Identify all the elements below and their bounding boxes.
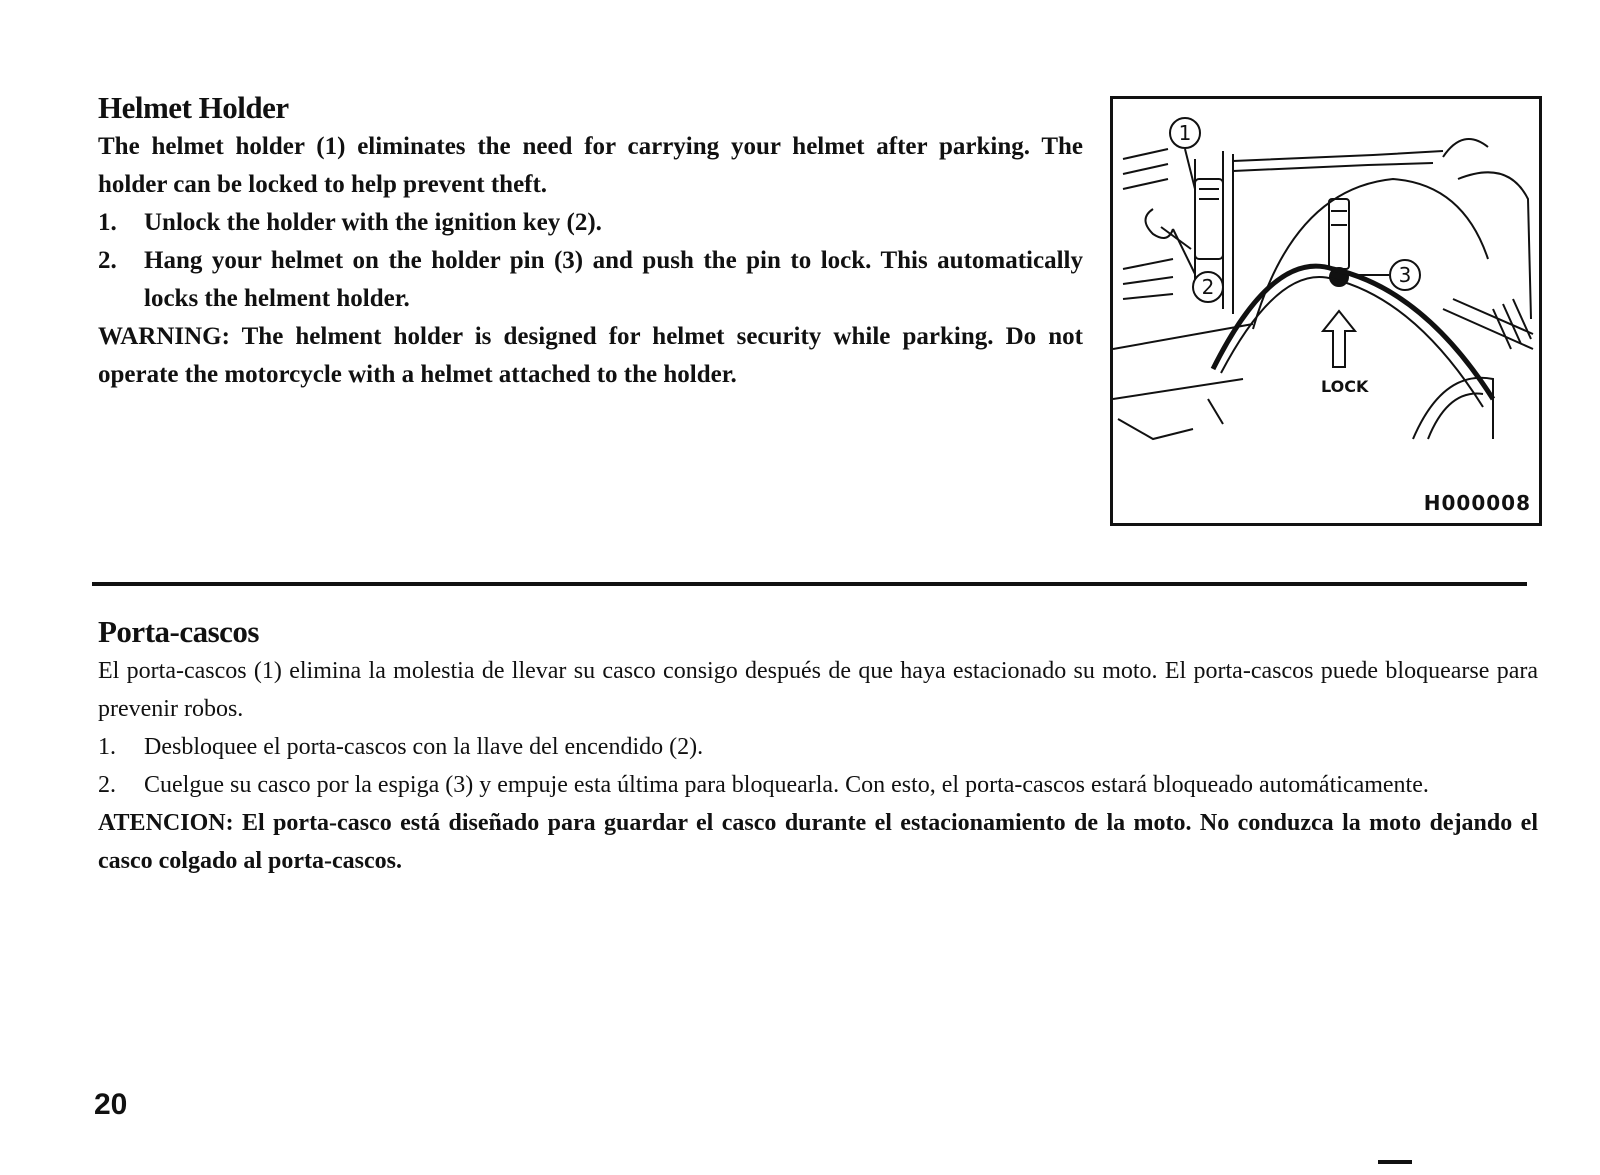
step-number: 1. [98, 209, 117, 236]
step-text: Cuelgue su casco por la espiga (3) y empuje esta última para bloquearla. Con esto, el porta-cascos estará bloqueado automáticamente. [144, 772, 1429, 798]
english-section [98, 88, 1083, 394]
step-text: Desbloquee el porta-cascos con la llave del encendido (2). [144, 734, 704, 760]
step-item [98, 766, 1538, 804]
corner-mark [1378, 1160, 1412, 1164]
step-number: 1. [98, 734, 116, 760]
callout-2 [1173, 229, 1223, 302]
callout-3 [1349, 260, 1420, 290]
step-item [98, 242, 1083, 318]
warning-paragraph: WARNING: The helment holder is designed for helmet security while parking. Do not operate the motorcycle with a helmet attached to the holder. [98, 323, 1083, 388]
spanish-section [98, 612, 1538, 880]
step-text: Unlock the holder with the ignition key (2). [144, 209, 602, 236]
page-number: 20 [94, 1088, 128, 1121]
intro-paragraph: El porta-cascos (1) elimina la molestia de llevar su casco consigo después de que haya estacionado su moto. El porta-cascos puede bloquearse para prevenir robos. [98, 658, 1538, 722]
intro-paragraph: The helmet holder (1) eliminates the need for carrying your helmet after parking. The holder can be locked to help prevent theft. [98, 133, 1083, 198]
step-number: 2. [98, 247, 117, 274]
step-item [98, 204, 1083, 242]
step-item [98, 728, 1538, 766]
motorcycle-line-drawing [1113, 99, 1539, 523]
lock-arrow-label: LOCK [1321, 377, 1369, 396]
callout-2-label: 2 [1201, 275, 1215, 299]
step-text: Hang your helmet on the holder pin (3) and push the pin to lock. This automatically locks the helment holder. [144, 247, 1083, 312]
warning-paragraph: ATENCION: El porta-casco está diseñado para guardar el casco durante el estacionamiento de la moto. No conduzca la moto dejando el casco colgado al porta-cascos. [98, 810, 1538, 874]
helmet-holder-illustration [1110, 96, 1542, 526]
section-heading-porta-cascos: Porta-cascos [98, 614, 259, 649]
section-divider [92, 582, 1527, 586]
step-number: 2. [98, 772, 116, 798]
callout-1-label: 1 [1178, 121, 1192, 145]
figure-code: H000008 [1423, 491, 1531, 515]
section-heading-helmet-holder: Helmet Holder [98, 90, 289, 125]
callout-3-label: 3 [1398, 263, 1412, 287]
